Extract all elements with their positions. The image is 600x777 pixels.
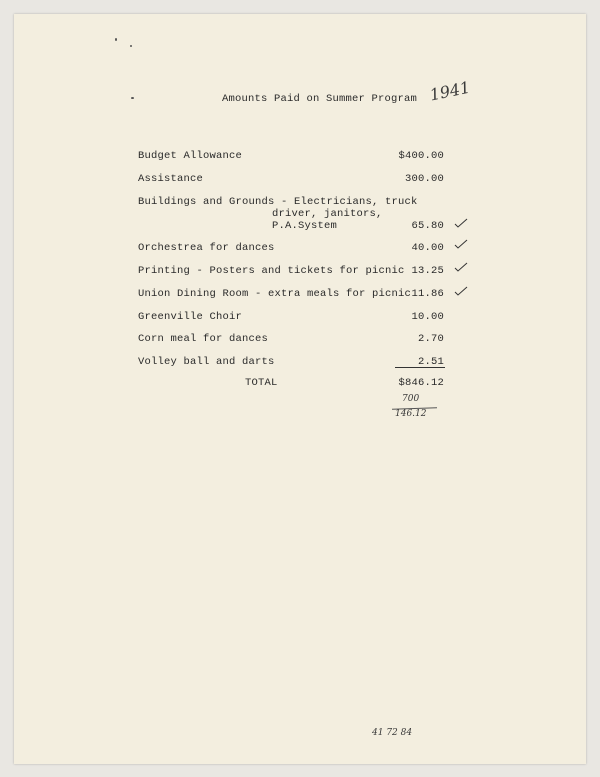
line-item-label: Orchestrea for dances — [138, 242, 275, 254]
line-item-label: Union Dining Room - extra meals for picnic — [138, 288, 412, 300]
ink-speck — [130, 45, 132, 47]
line-item-amount: 300.00 — [404, 173, 444, 185]
line-item-amount: 65.80 — [411, 220, 444, 232]
line-item-amount: 11.86 — [411, 288, 444, 300]
handwritten-calc: 146.12 — [395, 409, 427, 419]
handwritten-year: 1941 — [428, 77, 472, 105]
check-mark-icon — [454, 239, 468, 249]
total-label: TOTAL — [245, 377, 278, 389]
line-item-label: Greenville Choir — [138, 311, 243, 323]
line-item-amount: 2.70 — [417, 333, 444, 345]
line-item-label-continued: P.A.System — [272, 220, 338, 232]
line-item-label-continued: driver, janitors, — [272, 208, 383, 220]
check-mark-icon — [454, 286, 468, 296]
line-item-amount: 13.25 — [411, 265, 444, 277]
line-item-amount: 10.00 — [411, 311, 444, 323]
line-item-label: Corn meal for dances — [138, 333, 269, 345]
line-item-amount: 40.00 — [411, 242, 444, 254]
sum-rule — [395, 367, 445, 368]
line-item-label: Assistance — [138, 173, 204, 185]
line-item-label: Printing - Posters and tickets for picnic — [138, 265, 405, 277]
line-item-label: Buildings and Grounds - Electricians, truck — [138, 196, 418, 208]
document-page — [14, 14, 586, 764]
check-mark-icon — [454, 218, 468, 228]
line-item-amount: $400.00 — [398, 150, 444, 162]
check-mark-icon — [454, 262, 468, 272]
handwritten-margin-note: 41 72 84 — [372, 728, 413, 738]
total-amount: $846.12 — [398, 377, 444, 389]
ink-speck — [131, 97, 134, 99]
handwritten-calc: 700 — [402, 394, 420, 404]
line-item-amount: 2.51 — [417, 356, 444, 368]
ink-speck — [115, 38, 117, 41]
document-title: Amounts Paid on Summer Program — [222, 93, 418, 105]
line-item-label: Volley ball and darts — [138, 356, 275, 368]
line-item-label: Budget Allowance — [138, 150, 243, 162]
